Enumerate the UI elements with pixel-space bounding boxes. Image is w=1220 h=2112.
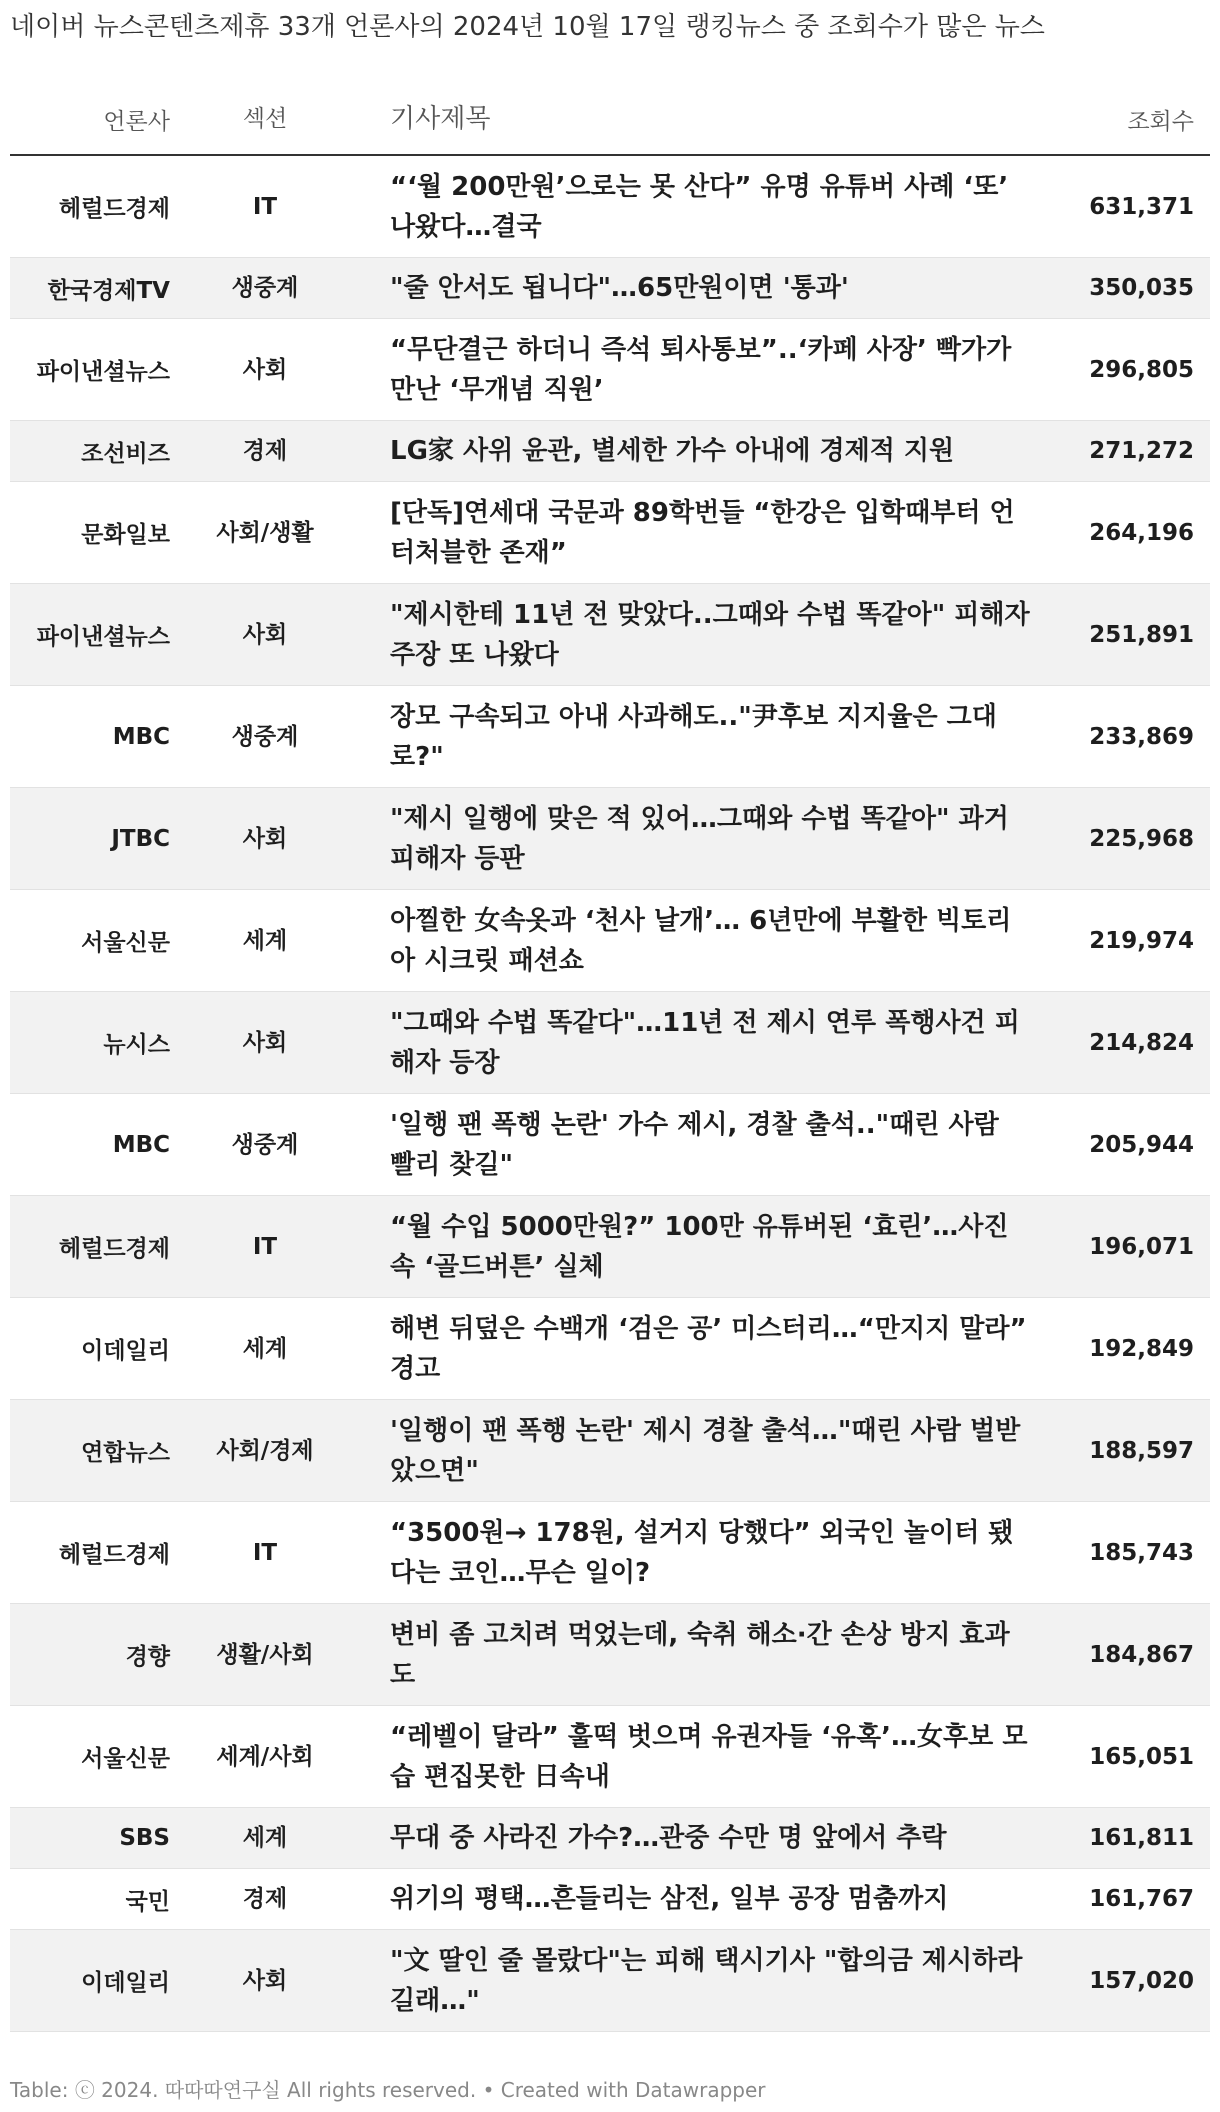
cell-views: 161,767 — [1089, 1886, 1194, 1912]
cell-section: 사회/경제 — [216, 1437, 314, 1464]
table-footer: Table: ⓒ 2024. 따따따연구실 All rights reserved. • Created with Datawrapper — [10, 2078, 766, 2102]
table-row — [10, 1502, 1210, 1604]
table-row — [10, 1869, 1210, 1930]
table-row — [10, 1400, 1210, 1502]
cell-headline: 무대 중 사라진 가수?…관중 수만 명 앞에서 추락 — [390, 1823, 947, 1853]
cell-section: 사회 — [242, 356, 288, 383]
table-row — [10, 890, 1210, 992]
table-row — [10, 482, 1210, 584]
cell-press: 서울신문 — [81, 1746, 170, 1772]
cell-views: 233,869 — [1089, 723, 1194, 750]
cell-headline: “레벨이 달라” 훌떡 벗으며 유권자들 ‘유혹’…女후보 모습 편집못한 日속내 — [390, 1721, 1028, 1792]
cell-headline: "그때와 수법 똑같다"…11년 전 제시 연루 폭행사건 피해자 등장 — [390, 1007, 1020, 1078]
table-row — [10, 1298, 1210, 1400]
cell-press: 경향 — [125, 1644, 170, 1670]
cell-press: MBC — [112, 1131, 170, 1158]
cell-views: 251,891 — [1089, 621, 1194, 648]
cell-section: 생중계 — [231, 275, 299, 301]
cell-press: 파이낸셜뉴스 — [36, 624, 170, 650]
cell-headline: '일행이 팬 폭행 논란' 제시 경찰 출석…"때린 사람 벌받았으면" — [390, 1415, 1021, 1486]
cell-press: 서울신문 — [81, 930, 170, 956]
cell-press: 연합뉴스 — [81, 1440, 170, 1466]
cell-views: 296,805 — [1089, 356, 1194, 383]
cell-press: 국민 — [125, 1888, 170, 1915]
cell-headline: LG家 사위 윤관, 별세한 가수 아내에 경제적 지원 — [390, 436, 955, 466]
table-row — [10, 992, 1210, 1094]
cell-headline: "文 딸인 줄 몰랐다"는 피해 택시기사 "합의금 제시하라길래…" — [390, 1945, 1023, 2016]
table-row — [10, 1930, 1210, 2032]
cell-press: 헤럴드경제 — [58, 196, 170, 222]
cell-views: 214,824 — [1089, 1029, 1194, 1056]
cell-section: 세계 — [242, 1335, 288, 1362]
cell-headline: [단독]연세대 국문과 89학번들 “한강은 입학때부터 언터처블한 존재” — [390, 497, 1015, 568]
cell-views: 219,974 — [1089, 927, 1194, 954]
cell-headline: “3500원→ 178원, 설거지 당했다” 외국인 놀이터 됐다는 코인…무슨 일이? — [390, 1517, 1014, 1588]
cell-views: 196,071 — [1089, 1233, 1194, 1260]
table-row — [10, 584, 1210, 686]
table-row — [10, 1808, 1210, 1869]
table-row — [10, 421, 1210, 482]
header-section[interactable]: 섹션 — [242, 106, 288, 132]
cell-headline: “무단결근 하더니 즉석 퇴사통보”..‘카페 사장’ 빡가가 만난 ‘무개념 직원’ — [390, 334, 1012, 405]
ranking-table — [10, 84, 1210, 2032]
cell-press: 이데일리 — [81, 1970, 170, 1996]
cell-views: 264,196 — [1089, 519, 1194, 546]
table-row — [10, 258, 1210, 319]
table-header — [10, 84, 1210, 156]
cell-section: 사회 — [242, 825, 288, 852]
cell-section: IT — [252, 1233, 278, 1260]
cell-press: 조선비즈 — [81, 440, 170, 467]
cell-views: 205,944 — [1089, 1131, 1194, 1158]
table-row — [10, 319, 1210, 421]
cell-views: 192,849 — [1089, 1335, 1194, 1362]
cell-headline: 장모 구속되고 아내 사과해도.."尹후보 지지율은 그대로?" — [390, 701, 997, 772]
cell-press: 한국경제TV — [47, 277, 170, 304]
cell-section: 생중계 — [231, 1131, 299, 1158]
cell-press: 뉴시스 — [103, 1032, 170, 1058]
cell-section: 경제 — [242, 1886, 288, 1912]
cell-section: IT — [252, 193, 278, 220]
table-row — [10, 1706, 1210, 1808]
cell-section: 세계 — [242, 1825, 288, 1851]
cell-headline: "제시 일행에 맞은 적 있어…그때와 수법 똑같아" 과거 피해자 등판 — [390, 803, 1009, 874]
table-row — [10, 788, 1210, 890]
cell-press: MBC — [112, 723, 170, 750]
cell-headline: 위기의 평택…흔들리는 삼전, 일부 공장 멈춤까지 — [390, 1884, 949, 1914]
table-row — [10, 156, 1210, 258]
cell-headline: 아찔한 女속옷과 ‘천사 날개’… 6년만에 부활한 빅토리아 시크릿 패션쇼 — [390, 905, 1012, 976]
cell-views: 165,051 — [1089, 1743, 1194, 1770]
cell-press: 이데일리 — [81, 1338, 170, 1364]
cell-views: 350,035 — [1089, 275, 1194, 301]
cell-section: 경제 — [242, 438, 288, 464]
cell-views: 225,968 — [1089, 825, 1194, 852]
cell-section: 사회 — [242, 1029, 288, 1056]
cell-views: 184,867 — [1089, 1641, 1194, 1668]
cell-views: 631,371 — [1089, 193, 1194, 220]
cell-press: JTBC — [111, 825, 170, 852]
cell-headline: “월 수입 5000만원?” 100만 유튜버된 ‘효린’…사진 속 ‘골드버튼’ 실체 — [390, 1211, 1009, 1282]
cell-headline: '일행 팬 폭행 논란' 가수 제시, 경찰 출석.."때린 사람 빨리 찾길" — [390, 1109, 999, 1180]
chart-title: 네이버 뉴스콘텐츠제휴 33개 언론사의 2024년 10월 17일 랭킹뉴스 중 조회수가 많은 뉴스 — [10, 12, 1045, 42]
cell-views: 161,811 — [1089, 1825, 1194, 1851]
cell-section: 생중계 — [231, 723, 299, 750]
cell-views: 185,743 — [1089, 1539, 1194, 1566]
cell-section: 사회 — [242, 621, 288, 648]
cell-headline: “‘월 200만원’으로는 못 산다” 유명 유튜버 사례 ‘또’ 나왔다…결국 — [390, 171, 1009, 242]
cell-press: 헤럴드경제 — [58, 1236, 170, 1262]
table-body — [10, 156, 1210, 2032]
header-headline[interactable]: 기사제목 — [390, 104, 491, 134]
table-row — [10, 1196, 1210, 1298]
header-press[interactable]: 언론사 — [103, 108, 170, 135]
cell-press: 파이낸셜뉴스 — [36, 359, 170, 385]
cell-views: 188,597 — [1089, 1437, 1194, 1464]
cell-views: 271,272 — [1089, 438, 1194, 464]
cell-headline: 변비 좀 고치려 먹었는데, 숙취 해소·간 손상 방지 효과도 — [390, 1619, 1010, 1690]
cell-section: 사회 — [242, 1967, 288, 1994]
cell-section: 사회/생활 — [216, 519, 314, 546]
table-row — [10, 1604, 1210, 1706]
cell-headline: 해변 뒤덮은 수백개 ‘검은 공’ 미스터리…“만지지 말라” 경고 — [390, 1313, 1027, 1384]
table-row — [10, 686, 1210, 788]
cell-section: 생활/사회 — [216, 1641, 314, 1668]
cell-section: 세계/사회 — [216, 1743, 314, 1770]
table-row — [10, 1094, 1210, 1196]
cell-press: 헤럴드경제 — [58, 1542, 170, 1568]
cell-headline: "제시한테 11년 전 맞았다..그때와 수법 똑같아" 피해자 주장 또 나왔다 — [390, 599, 1030, 670]
cell-headline: "줄 안서도 됩니다"…65만원이면 '통과' — [390, 273, 849, 303]
cell-section: IT — [252, 1539, 278, 1566]
cell-press: SBS — [119, 1825, 170, 1851]
header-views[interactable]: 조회수 — [1127, 108, 1194, 135]
cell-press: 문화일보 — [81, 522, 170, 548]
cell-views: 157,020 — [1089, 1967, 1194, 1994]
cell-section: 세계 — [242, 927, 288, 954]
